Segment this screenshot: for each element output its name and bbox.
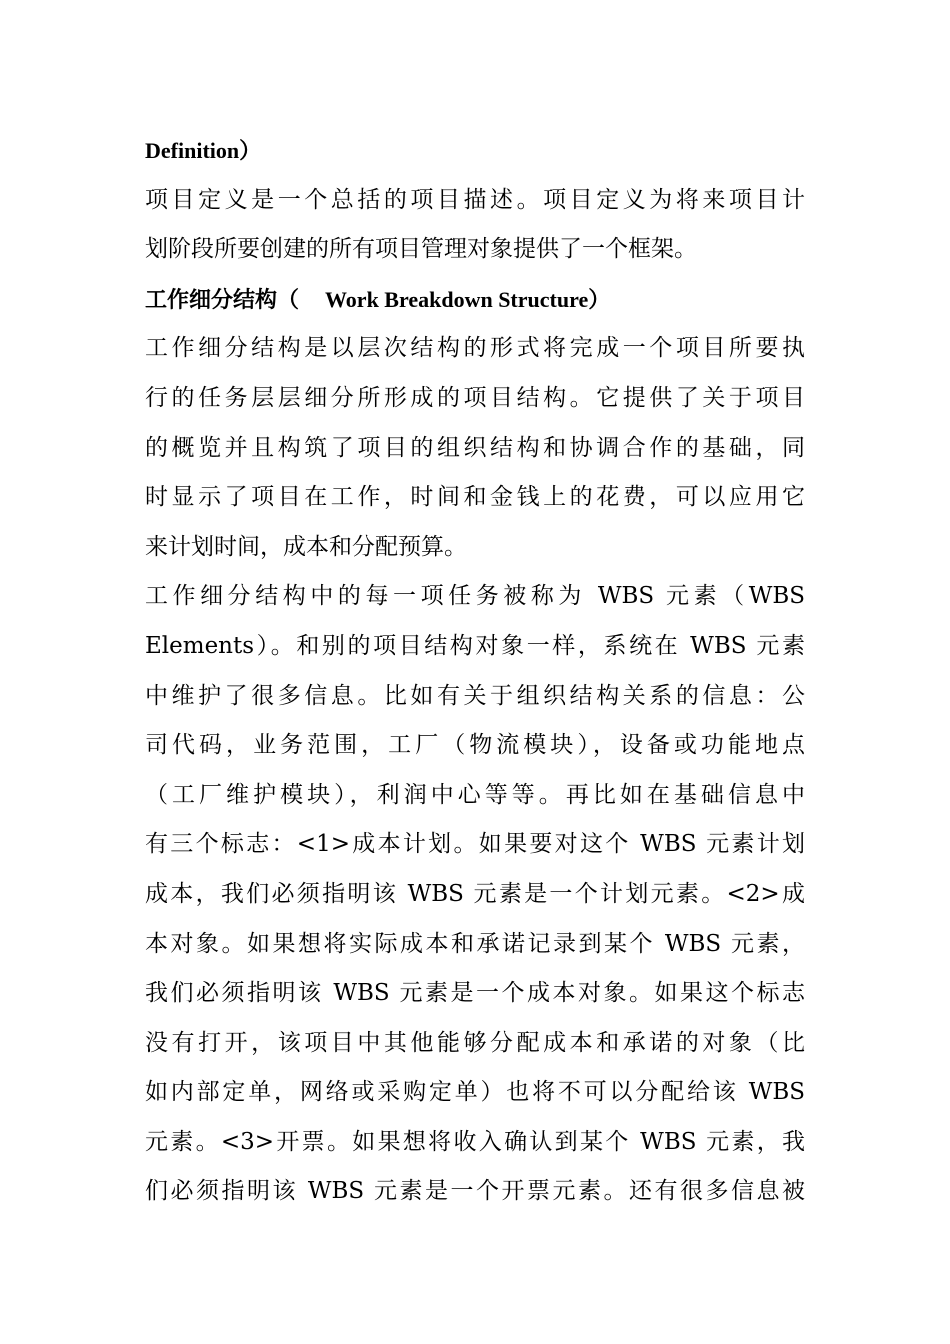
paragraph-line: 我们必须指明该 WBS 元素是一个成本对象。如果这个标志	[145, 980, 805, 1007]
paragraph-line: 如内部定单，网络或采购定单）也将不可以分配给该 WBS	[145, 1079, 805, 1106]
heading-wbs-cn: 工作细分结构（	[145, 286, 300, 312]
paragraph-line: 行的任务层层细分所形成的项目结构。它提供了关于项目	[145, 384, 805, 411]
paragraph-line: Elements）。和别的项目结构对象一样，系统在 WBS 元素	[145, 632, 805, 659]
paragraph-line: 司代码，业务范围，工厂（物流模块），设备或功能地点	[145, 732, 805, 759]
heading-wbs-en: Work Breakdown Structure）	[325, 286, 611, 312]
paragraph-line: 有三个标志：<1>成本计划。如果要对这个 WBS 元素计划	[145, 831, 805, 858]
paragraph-line: 工作细分结构是以层次结构的形式将完成一个项目所要执	[145, 335, 805, 362]
heading-project-definition: Definition）	[145, 138, 262, 163]
paragraph-line: 项目定义是一个总括的项目描述。项目定义为将来项目计	[145, 186, 805, 213]
heading-wbs	[145, 275, 805, 325]
paragraph-line: 时显示了项目在工作，时间和金钱上的花费，可以应用它	[145, 484, 805, 511]
paragraph-line: 来计划时间，成本和分配预算。	[145, 533, 467, 560]
paragraph-line: 元素。<3>开票。如果想将收入确认到某个 WBS 元素，我	[145, 1128, 805, 1155]
paragraph-line: 划阶段所要创建的所有项目管理对象提供了一个框架。	[145, 236, 697, 263]
paragraph-line: 中维护了很多信息。比如有关于组织结构关系的信息：公	[145, 682, 805, 709]
paragraph-line: 工作细分结构中的每一项任务被称为 WBS 元素（WBS	[145, 583, 805, 610]
paragraph-line: 们必须指明该 WBS 元素是一个开票元素。还有很多信息被	[145, 1178, 805, 1205]
paragraph-line: 本对象。如果想将实际成本和承诺记录到某个 WBS 元素，	[145, 930, 805, 957]
paragraph-line: （工厂维护模块），利润中心等等。再比如在基础信息中	[145, 781, 805, 808]
paragraph-line: 没有打开，该项目中其他能够分配成本和承诺的对象（比	[145, 1029, 805, 1056]
paragraph-line: 成本，我们必须指明该 WBS 元素是一个计划元素。<2>成	[145, 880, 805, 907]
document-page	[145, 126, 805, 1217]
paragraph-line: 的概览并且构筑了项目的组织结构和协调合作的基础，同	[145, 434, 805, 461]
